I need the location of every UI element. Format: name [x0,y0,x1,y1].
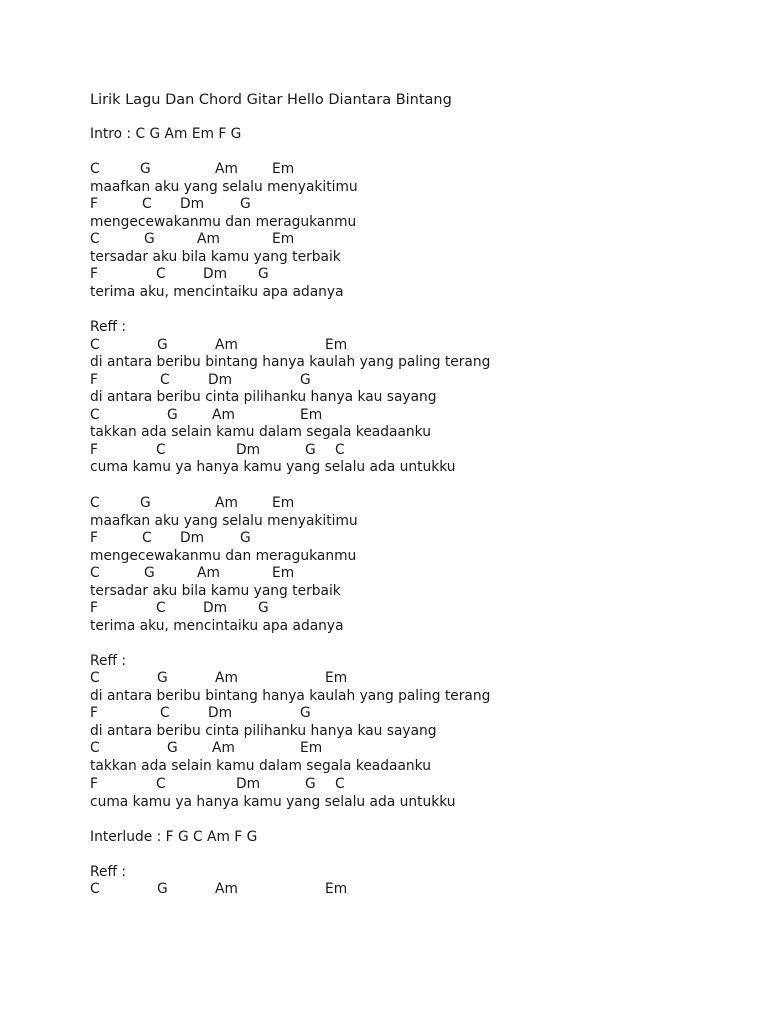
chord: C [156,776,166,792]
chord: G [305,442,316,458]
chord: G [140,161,151,177]
chord: F [90,442,98,458]
chord: Em [300,407,323,423]
chord: Am [215,337,238,353]
intro-line: Intro : C G Am Em F G [90,126,242,142]
chord: F [90,600,98,616]
chord: G [157,337,168,353]
chord: C [90,565,100,581]
lyric-line: di antara beribu cinta pilihanku hanya kau sayang [90,389,437,405]
chord: Dm [180,530,205,546]
chord: F [90,705,98,721]
chord: Dm [180,196,205,212]
chord: G [144,231,155,247]
chord: C [90,881,100,897]
chord: Dm [203,266,228,282]
lyric-line: di antara beribu cinta pilihanku hanya kau sayang [90,723,437,739]
chord: G [157,670,168,686]
chord: C [90,495,100,511]
chord: Em [272,495,295,511]
reff-label: Reff : [90,864,126,880]
chord: Dm [236,442,261,458]
chord: G [305,776,316,792]
chord: C [156,266,166,282]
chord: C [160,372,170,388]
chord: C [90,740,100,756]
chord: Dm [203,600,228,616]
chord: C [142,530,152,546]
lyric-line: tersadar aku bila kamu yang terbaik [90,583,341,599]
chord: G [167,407,178,423]
lyric-line: di antara beribu bintang hanya kaulah yang paling terang [90,688,491,704]
chord: Em [325,881,348,897]
chord: C [90,231,100,247]
chord: Am [215,881,238,897]
chord: C [335,442,345,458]
chord: Am [212,740,235,756]
chord: C [90,337,100,353]
chord: C [335,776,345,792]
chord: Am [197,565,220,581]
lyric-line: terima aku, mencintaiku apa adanya [90,284,344,300]
chord: C [90,161,100,177]
interlude-line: Interlude : F G C Am F G [90,829,258,845]
chord: G [157,881,168,897]
chord: Am [197,231,220,247]
chord: G [240,196,251,212]
chord: G [240,530,251,546]
chord: G [300,372,311,388]
lyric-line: tersadar aku bila kamu yang terbaik [90,249,341,265]
chord: F [90,530,98,546]
chord: Em [325,337,348,353]
lyric-line: cuma kamu ya hanya kamu yang selalu ada untukku [90,459,456,475]
chord: Em [325,670,348,686]
lyric-line: di antara beribu bintang hanya kaulah yang paling terang [90,354,491,370]
chord: Em [300,740,323,756]
chord: C [156,600,166,616]
chord: G [258,266,269,282]
lyric-line: cuma kamu ya hanya kamu yang selalu ada untukku [90,794,456,810]
reff-label: Reff : [90,319,126,335]
chord: Am [215,670,238,686]
chord: F [90,372,98,388]
chord: Am [215,161,238,177]
reff-label: Reff : [90,653,126,669]
chord: Em [272,231,295,247]
lyric-line: maafkan aku yang selalu menyakitimu [90,513,358,529]
chord: C [90,670,100,686]
lyric-line: takkan ada selain kamu dalam segala keadaanku [90,424,431,440]
chord: Dm [236,776,261,792]
chord: Dm [208,372,233,388]
chord: Am [212,407,235,423]
chord: F [90,776,98,792]
chord: G [167,740,178,756]
lyric-line: terima aku, mencintaiku apa adanya [90,618,344,634]
chord: C [142,196,152,212]
chord: G [144,565,155,581]
chord: G [258,600,269,616]
chord: G [140,495,151,511]
chord: C [160,705,170,721]
chord: Em [272,161,295,177]
lyric-line: mengecewakanmu dan meragukanmu [90,548,357,564]
chord: Am [215,495,238,511]
chord: C [90,407,100,423]
chord: Em [272,565,295,581]
lyric-line: mengecewakanmu dan meragukanmu [90,214,357,230]
chord: F [90,266,98,282]
chord: G [300,705,311,721]
chord: Dm [208,705,233,721]
chord: C [156,442,166,458]
lyric-line: maafkan aku yang selalu menyakitimu [90,179,358,195]
chord: F [90,196,98,212]
lyric-line: takkan ada selain kamu dalam segala keadaanku [90,758,431,774]
document-title: Lirik Lagu Dan Chord Gitar Hello Diantara Bintang [90,92,452,108]
